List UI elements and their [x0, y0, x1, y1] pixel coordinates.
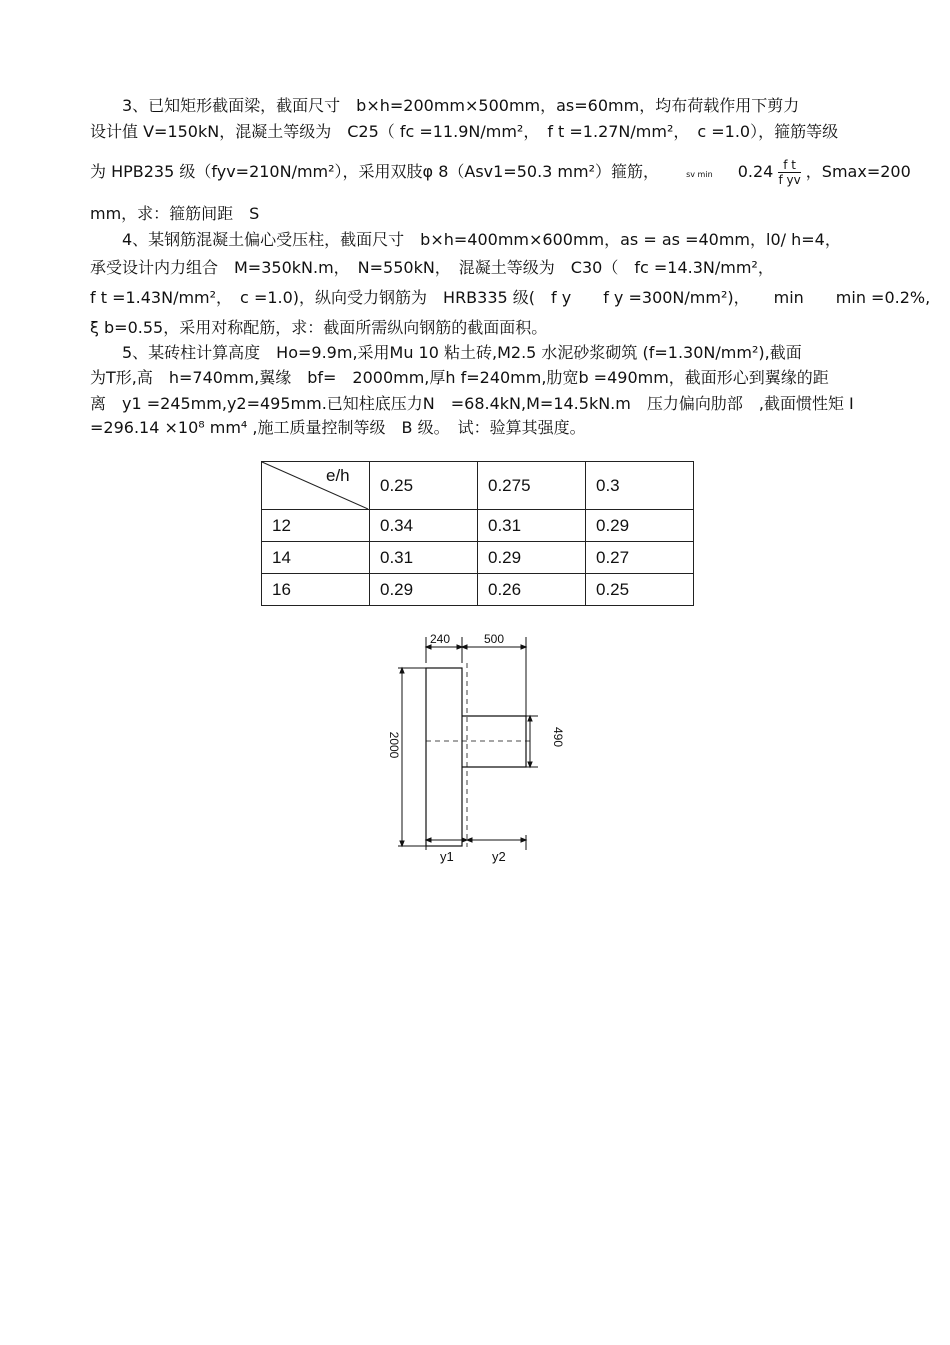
p3-line-1: 3、已知矩形截面梁，截面尺寸 b×h=200mm×500mm，as=60mm，均布荷载作用下剪力	[122, 96, 800, 115]
p4-line-1: 4、某钢筋混凝土偏心受压柱，截面尺寸 b×h=400mm×600mm，as = as =40mm，l0/ h=4，	[122, 230, 841, 249]
p3-sv-min: sv min	[686, 170, 713, 179]
eccentricity-table	[261, 461, 694, 606]
table-row-label: 12	[262, 510, 370, 542]
dim-240: 240	[430, 632, 451, 646]
table-cell: 0.29	[370, 574, 478, 606]
dim-2000: 2000	[387, 731, 401, 759]
p3-fraction-den: f yv	[778, 173, 801, 187]
table-cell: 0.29	[586, 510, 694, 542]
table-cell: 0.27	[586, 542, 694, 574]
table-col-header: 0.25	[370, 462, 478, 510]
p5-line-2: 为T形,高 h=740mm,翼缘 bf= 2000mm,厚h f=240mm,肋宽b =490mm，截面形心到翼缘的距	[90, 368, 829, 387]
table-row-label: 14	[262, 542, 370, 574]
p3-fraction-num: f t	[778, 158, 800, 173]
table-row-label: 16	[262, 574, 370, 606]
table-row	[262, 542, 694, 574]
table-col-header: 0.275	[478, 462, 586, 510]
p3-fraction	[778, 158, 800, 187]
dim-500: 500	[484, 632, 505, 646]
table-cell: 0.31	[478, 510, 586, 542]
corner-label: e/h	[326, 466, 350, 485]
table-corner-cell	[262, 462, 370, 510]
table-cell: 0.34	[370, 510, 478, 542]
table-cell: 0.25	[586, 574, 694, 606]
dim-490: 490	[551, 726, 565, 748]
p5-line-1: 5、某砖柱计算高度 Ho=9.9m,采用Mu 10 粘土砖,M2.5 水泥砂浆砌筑 (f=1.30N/mm²),截面	[122, 343, 802, 362]
p4-line-3: f t =1.43N/mm²， c =1.0)，纵向受力钢筋为 HRB335 级( f y f y =300N/mm²)， min min =0.2%,	[90, 288, 931, 307]
y1-label: y1	[440, 849, 454, 864]
p3-line-2: 设计值 V=150kN，混凝土等级为 C25（ fc =11.9N/mm²， f t =1.27N/mm²， c =1.0），箍筋等级	[90, 122, 839, 141]
p3-coefficient: 0.24	[737, 162, 774, 181]
p5-line-3: 离 y1 =245mm,y2=495mm.已知柱底压力N =68.4kN,M=14.5kN.m 压力偏向肋部 ,截面惯性矩 I	[90, 394, 854, 413]
table-col-header: 0.3	[586, 462, 694, 510]
bottom-dimension	[426, 835, 526, 850]
table-row	[262, 510, 694, 542]
left-dimension	[398, 668, 426, 846]
table-header-row	[262, 462, 694, 510]
p3-line-4: mm，求：箍筋间距 S	[90, 204, 260, 223]
table-row	[262, 574, 694, 606]
right-dimension	[526, 716, 538, 767]
table-cell: 0.26	[478, 574, 586, 606]
web-rect	[462, 716, 526, 767]
p5-line-4: =296.14 ×10⁸ mm⁴ ,施工质量控制等级 B 级。 试：验算其强度。	[90, 418, 586, 437]
p4-line-4: ξ b=0.55，采用对称配筋，求：截面所需纵向钢筋的截面面积。	[90, 318, 548, 337]
flange-rect	[426, 668, 462, 846]
t-section-figure	[380, 625, 565, 870]
table-cell: 0.31	[370, 542, 478, 574]
p4-line-2: 承受设计内力组合 M=350kN.m， N=550kN， 混凝土等级为 C30（ fc =14.3N/mm²，	[90, 258, 774, 277]
top-dimension	[426, 637, 526, 717]
p3-line-3	[90, 158, 911, 187]
p3-line-3d: ，Smax=200	[805, 162, 911, 181]
p3-line-3a: 为 HPB235 级（fyv=210N/mm²），采用双肢φ 8（Asv1=50.3 mm²）箍筋，	[90, 162, 660, 181]
y2-label: y2	[492, 849, 506, 864]
corner-diagonal	[262, 462, 368, 509]
table-cell: 0.29	[478, 542, 586, 574]
